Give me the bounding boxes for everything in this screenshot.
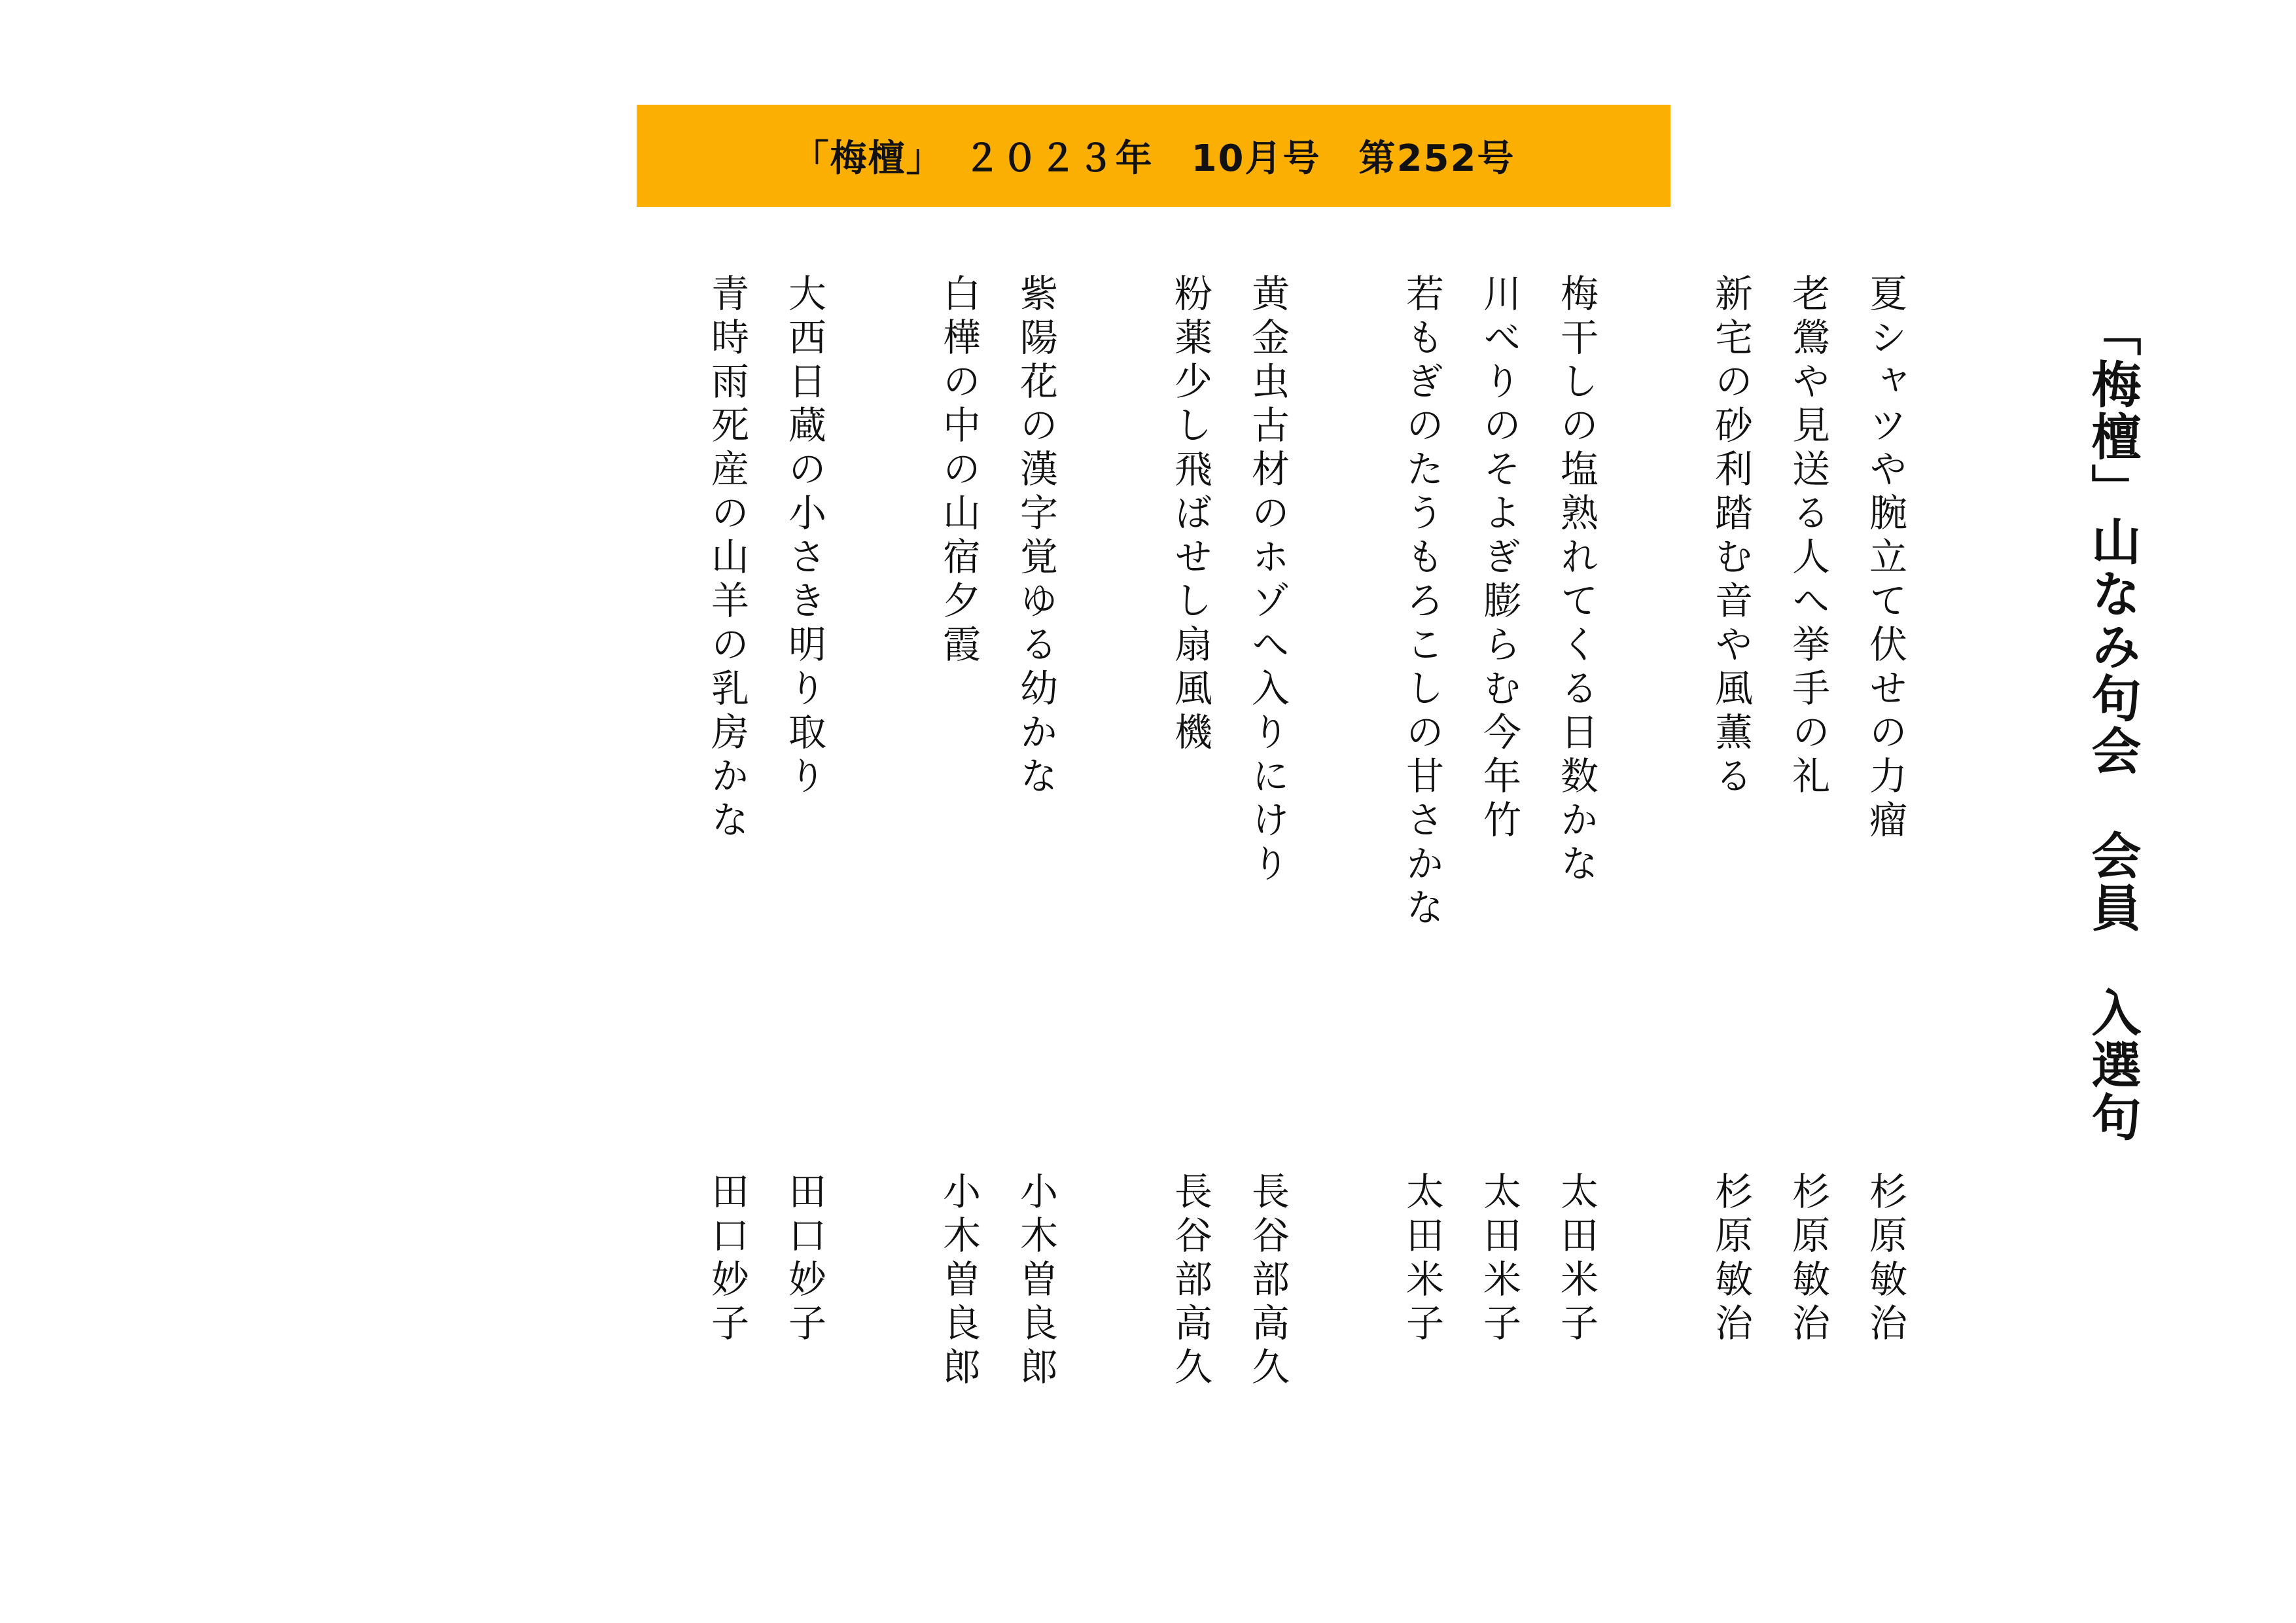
haiku-text: 黄金虫古材のホゾへ入りにけり (1245, 274, 1290, 887)
haiku-author: 太田米子 (1477, 1171, 1521, 1347)
haiku-text: 夏シャツや腕立て伏せの力瘤 (1863, 274, 1907, 844)
haiku-text: 粉薬少し飛ばせし扇風機 (1168, 274, 1212, 756)
haiku-author: 田口妙子 (782, 1171, 826, 1347)
haiku-text: 新宅の砂利踏む音や風薫る (1708, 274, 1753, 800)
haiku-text: 白樺の中の山宿夕霞 (936, 274, 981, 668)
page-title: 「梅檀」山なみ句会 会員 入選句 (2083, 306, 2142, 1144)
haiku-author: 小木曽良郎 (1014, 1171, 1058, 1391)
haiku-author: 杉原敏治 (1863, 1171, 1907, 1347)
haiku-text: 青時雨死産の山羊の乳房かな (705, 274, 749, 844)
issue-label: 「梅檀」 ２０２３年 10月号 第252号 (792, 137, 1515, 180)
haiku-text: 大西日蔵の小さき明り取り (782, 274, 826, 800)
haiku-text: 川べりのそよぎ膨らむ今年竹 (1477, 274, 1521, 844)
haiku-text: 若もぎのたうもろこしの甘さかな (1400, 274, 1444, 931)
haiku-text: 紫陽花の漢字覚ゆる幼かな (1014, 274, 1058, 800)
haiku-author: 田口妙子 (705, 1171, 749, 1347)
haiku-author: 太田米子 (1400, 1171, 1444, 1347)
haiku-author: 杉原敏治 (1786, 1171, 1830, 1347)
haiku-author: 長谷部高久 (1168, 1171, 1212, 1391)
haiku-author: 長谷部高久 (1245, 1171, 1290, 1391)
haiku-author: 小木曽良郎 (936, 1171, 981, 1391)
haiku-author: 太田米子 (1554, 1171, 1598, 1347)
haiku-author: 杉原敏治 (1708, 1171, 1753, 1347)
haiku-text: 梅干しの塩熟れてくる日数かな (1554, 274, 1598, 887)
haiku-text: 老鶯や見送る人へ挙手の礼 (1786, 274, 1830, 800)
